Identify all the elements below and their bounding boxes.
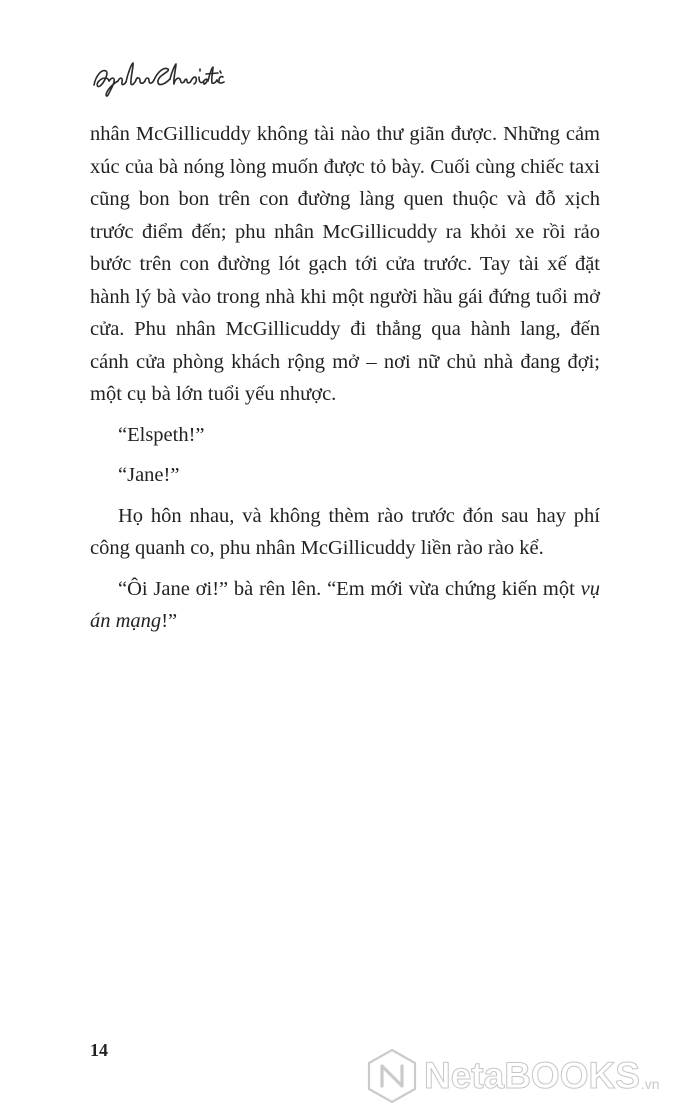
paragraph-text: !” — [161, 610, 178, 632]
paragraph: nhân McGillicuddy không tài nào thư giãn được. Những cảm xúc của bà nóng lòng muốn được tỏ bày. Cuối cùng chiếc taxi cũng bon bon trên con đường làng quen thuộc và đỗ xịch trước điểm đến; phu nhân McGillicuddy ra khỏi xe rồi rảo bước trên con đường lót gạch tới cửa trước. Tay tài xế đặt hành lý bà vào trong nhà khi một người hầu gái đứng tuổi mở cửa. Phu nhân McGillicuddy đi thẳng qua hành lang, đến cánh cửa phòng khách rộng mở – nơi nữ chủ nhà đang đợi; một cụ bà lớn tuổi yếu nhược. — [90, 123, 600, 405]
body-text — [90, 118, 600, 646]
paragraph — [90, 573, 600, 638]
header-signature-logo — [90, 55, 230, 99]
watermark-brand: NetaBOOKS — [424, 1055, 640, 1096]
paragraph: “Jane!” — [118, 464, 180, 486]
watermark — [366, 1046, 696, 1106]
paragraph: Họ hôn nhau, và không thèm rào trước đón sau hay phí công quanh co, phu nhân McGillicuddy liền rào rào kể. — [90, 504, 600, 559]
page-number: 14 — [90, 1040, 108, 1060]
paragraph-text: “Ôi Jane ơi!” bà rên lên. “Em mới vừa chứng kiến một — [118, 577, 581, 600]
watermark-suffix: .vn — [640, 1076, 660, 1092]
netabooks-logo-icon — [366, 1048, 418, 1104]
paragraph: “Elspeth!” — [118, 423, 205, 446]
paragraph-italic-text: vụ án mạng — [90, 577, 600, 632]
